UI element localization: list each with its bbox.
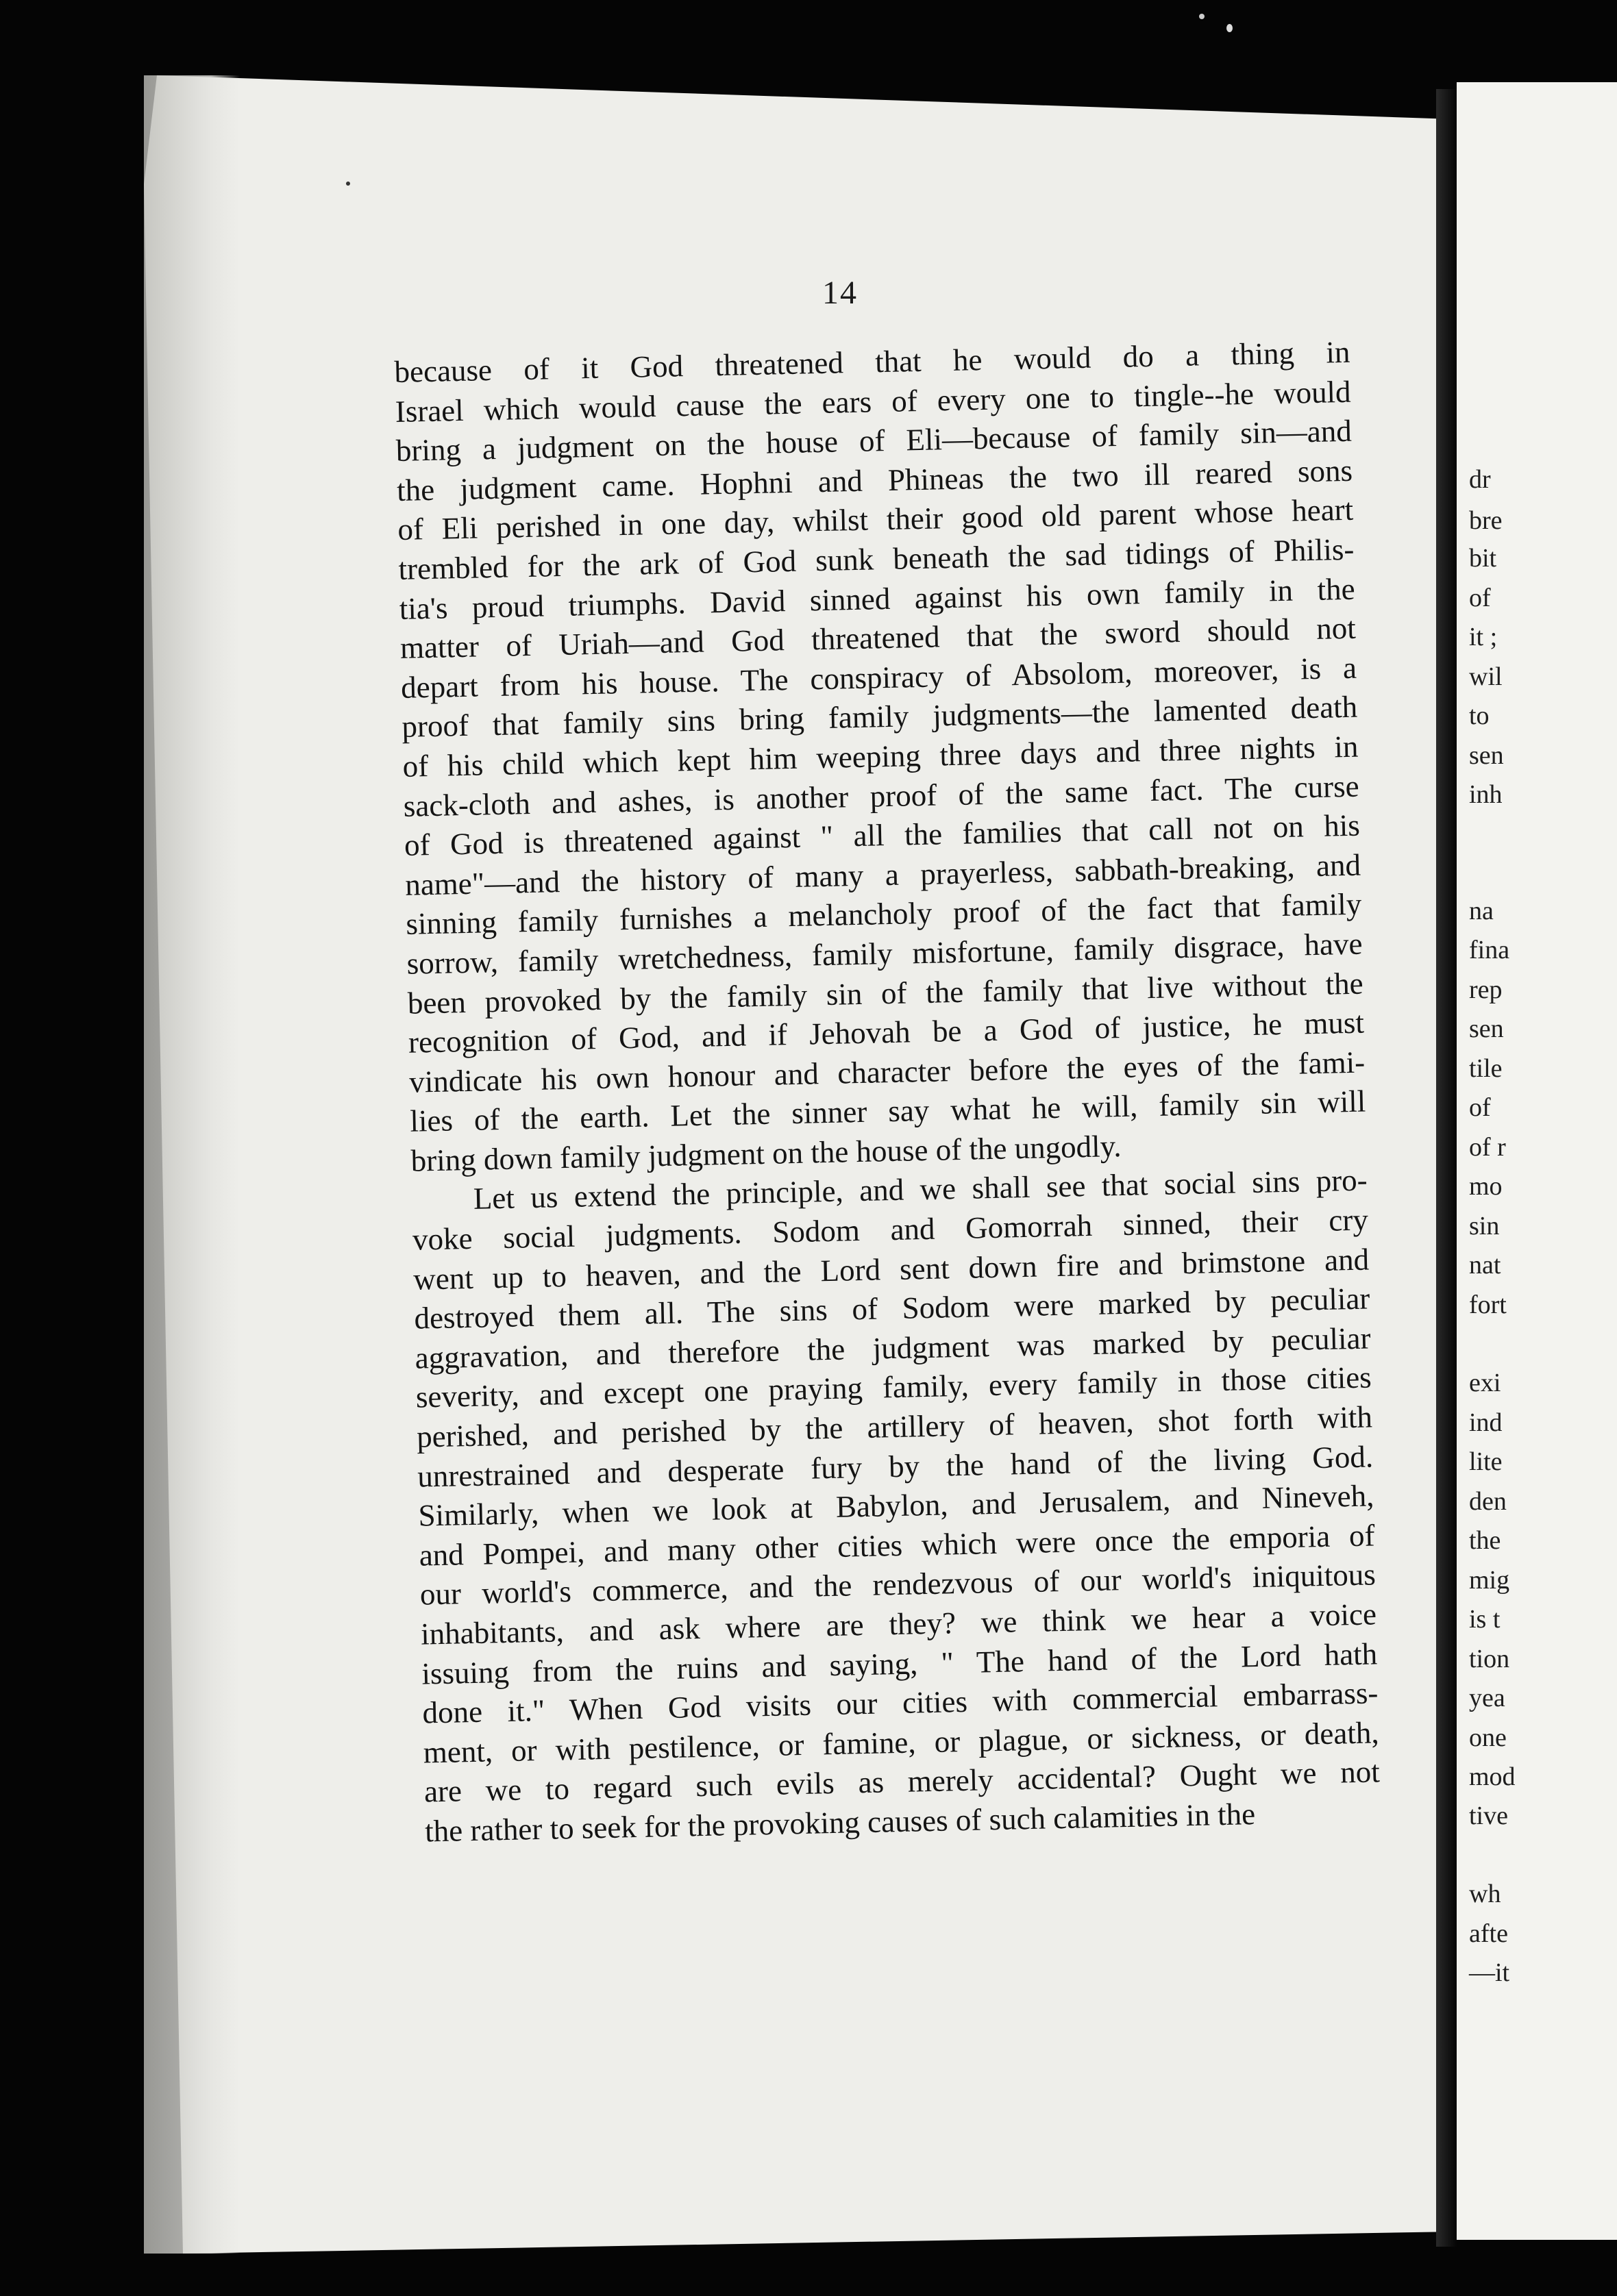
facing-page-line: inh xyxy=(1469,780,1503,809)
facing-page-line: mig xyxy=(1469,1566,1510,1595)
text-line: are we to regard such evils as merely accidental? Ought we not xyxy=(423,1754,1381,1809)
facing-page-line: to xyxy=(1469,701,1490,730)
text-line: destroyed them all. The sins of Sodom were marked by peculiar xyxy=(414,1281,1370,1336)
page-number: 14 xyxy=(822,275,858,311)
text-line: lies of the earth. Let the sinner say what he will, family sin will xyxy=(409,1084,1366,1139)
facing-page-line: of xyxy=(1469,584,1491,612)
facing-page-line: tion xyxy=(1469,1645,1510,1673)
text-line: trembled for the ark of God sunk beneath the sad tidings of Philis- xyxy=(398,532,1355,586)
facing-page-line: na xyxy=(1469,897,1494,925)
text-line: our world's commerce, and the rendezvous of our world's iniquitous xyxy=(419,1557,1377,1612)
book-gutter xyxy=(1436,89,1457,2247)
facing-page-line: of r xyxy=(1469,1133,1506,1162)
text-line: the judgment came. Hophni and Phineas the two ill reared sons xyxy=(396,453,1353,508)
facing-page-line: one xyxy=(1469,1723,1507,1752)
facing-page-line: exi xyxy=(1469,1369,1501,1397)
facing-page-line: sen xyxy=(1469,741,1504,770)
facing-page-line: fort xyxy=(1469,1290,1507,1319)
text-line: sinning family furnishes a melancholy proof of the fact that family xyxy=(405,886,1362,942)
text-line: done it." When God visits our cities with commercial embarrass- xyxy=(422,1675,1379,1730)
text-line: been provoked by the family sin of the family that live without the xyxy=(407,966,1364,1021)
facing-page-fragment xyxy=(1457,82,1617,2240)
text-line: and Pompei, and many other cities which were once the emporia of xyxy=(419,1518,1375,1573)
facing-page-line: sen xyxy=(1469,1014,1504,1043)
facing-page-line: is t xyxy=(1469,1605,1501,1634)
facing-page-line: the xyxy=(1469,1526,1501,1555)
facing-page-line: tive xyxy=(1469,1801,1508,1830)
text-line: matter of Uriah—and God threatened that the sword should not xyxy=(399,610,1357,666)
facing-page-line: wil xyxy=(1469,662,1503,691)
text-line: unrestrained and desperate fury by the hand of the living God. xyxy=(417,1439,1374,1494)
text-line: Let us extend the principle, and we shall see that social sins pro- xyxy=(473,1162,1368,1216)
text-line: sorrow, family wretchedness, family misfortune, family disgrace, have xyxy=(406,926,1363,981)
facing-page-line: sin xyxy=(1469,1212,1500,1240)
print-speck xyxy=(1199,14,1205,19)
print-speck xyxy=(346,182,350,186)
facing-page-line: of xyxy=(1469,1093,1491,1122)
text-line: recognition of God, and if Jehovah be a God of justice, he must xyxy=(408,1005,1365,1060)
text-line: name"—and the history of many a prayerless, sabbath-breaking, and xyxy=(404,847,1361,902)
facing-page-line: wh xyxy=(1469,1880,1501,1908)
page-edge-shadow xyxy=(144,75,240,2254)
text-line: voke social judgments. Sodom and Gomorrah sinned, their cry xyxy=(412,1202,1369,1257)
facing-page-line: mod xyxy=(1469,1762,1516,1791)
text-line: sack-cloth and ashes, is another proof of the same fact. The curse xyxy=(403,769,1360,823)
facing-page-line: nat xyxy=(1469,1251,1501,1280)
text-line: severity, and except one praying family, every family in those cities xyxy=(415,1360,1372,1415)
facing-page-line: fina xyxy=(1469,936,1510,964)
facing-page-line: tile xyxy=(1469,1054,1503,1083)
text-line: because of it God threatened that he would do a thing in xyxy=(394,334,1350,389)
text-line: of Eli perished in one day, whilst their good old parent whose heart xyxy=(397,492,1354,547)
facing-page-line: it ; xyxy=(1469,623,1498,651)
facing-page-line: lite xyxy=(1469,1447,1503,1476)
facing-page-line: —it xyxy=(1469,1958,1510,1987)
text-line: of his child which kept him weeping three days and three nights in xyxy=(402,729,1359,784)
text-line: bring a judgment on the house of Eli—because of family sin—and xyxy=(395,413,1353,469)
body-text xyxy=(394,333,1381,1851)
text-line: perished, and perished by the artillery of heaven, shot forth with xyxy=(416,1399,1373,1454)
facing-page-line: mo xyxy=(1469,1172,1503,1201)
text-line: ment, or with pestilence, or famine, or plague, or sickness, or death, xyxy=(423,1715,1380,1770)
text-line: vindicate his own honour and character before the eyes of the fami- xyxy=(408,1045,1366,1099)
text-line: Israel which would cause the ears of every one to tingle--he would xyxy=(395,374,1352,429)
text-line: the rather to seek for the provoking causes of such calamities in the xyxy=(424,1797,1256,1849)
text-line: Similarly, when we look at Babylon, and Jerusalem, and Nineveh, xyxy=(418,1478,1374,1533)
facing-page-line: bit xyxy=(1469,544,1497,573)
text-line: of God is threatened against " all the families that call not on his xyxy=(404,808,1361,862)
print-speck xyxy=(1226,24,1233,32)
facing-page-line: bre xyxy=(1469,506,1503,535)
facing-page-line: afte xyxy=(1469,1919,1508,1948)
facing-page-line: den xyxy=(1469,1487,1507,1516)
facing-page-line: yea xyxy=(1469,1684,1505,1712)
text-line: tia's proud triumphs. David sinned against his own family in the xyxy=(399,571,1356,626)
text-line: proof that family sins bring family judgments—the lamented death xyxy=(401,690,1358,745)
text-line: went up to heaven, and the Lord sent down fire and brimstone and xyxy=(412,1242,1370,1297)
facing-page-line: rep xyxy=(1469,975,1503,1004)
text-line: inhabitants, and ask where are they? we think we hear a voice xyxy=(420,1597,1377,1651)
facing-page-line: dr xyxy=(1469,465,1491,494)
text-line: aggravation, and therefore the judgment was marked by peculiar xyxy=(415,1321,1371,1375)
text-line: depart from his house. The conspiracy of Absolom, moreover, is a xyxy=(400,650,1357,705)
text-line: issuing from the ruins and saying, " The hand of the Lord hath xyxy=(421,1636,1378,1691)
facing-page-line: ind xyxy=(1469,1408,1503,1437)
text-line: bring down family judgment on the house of the ungodly. xyxy=(410,1128,1122,1178)
